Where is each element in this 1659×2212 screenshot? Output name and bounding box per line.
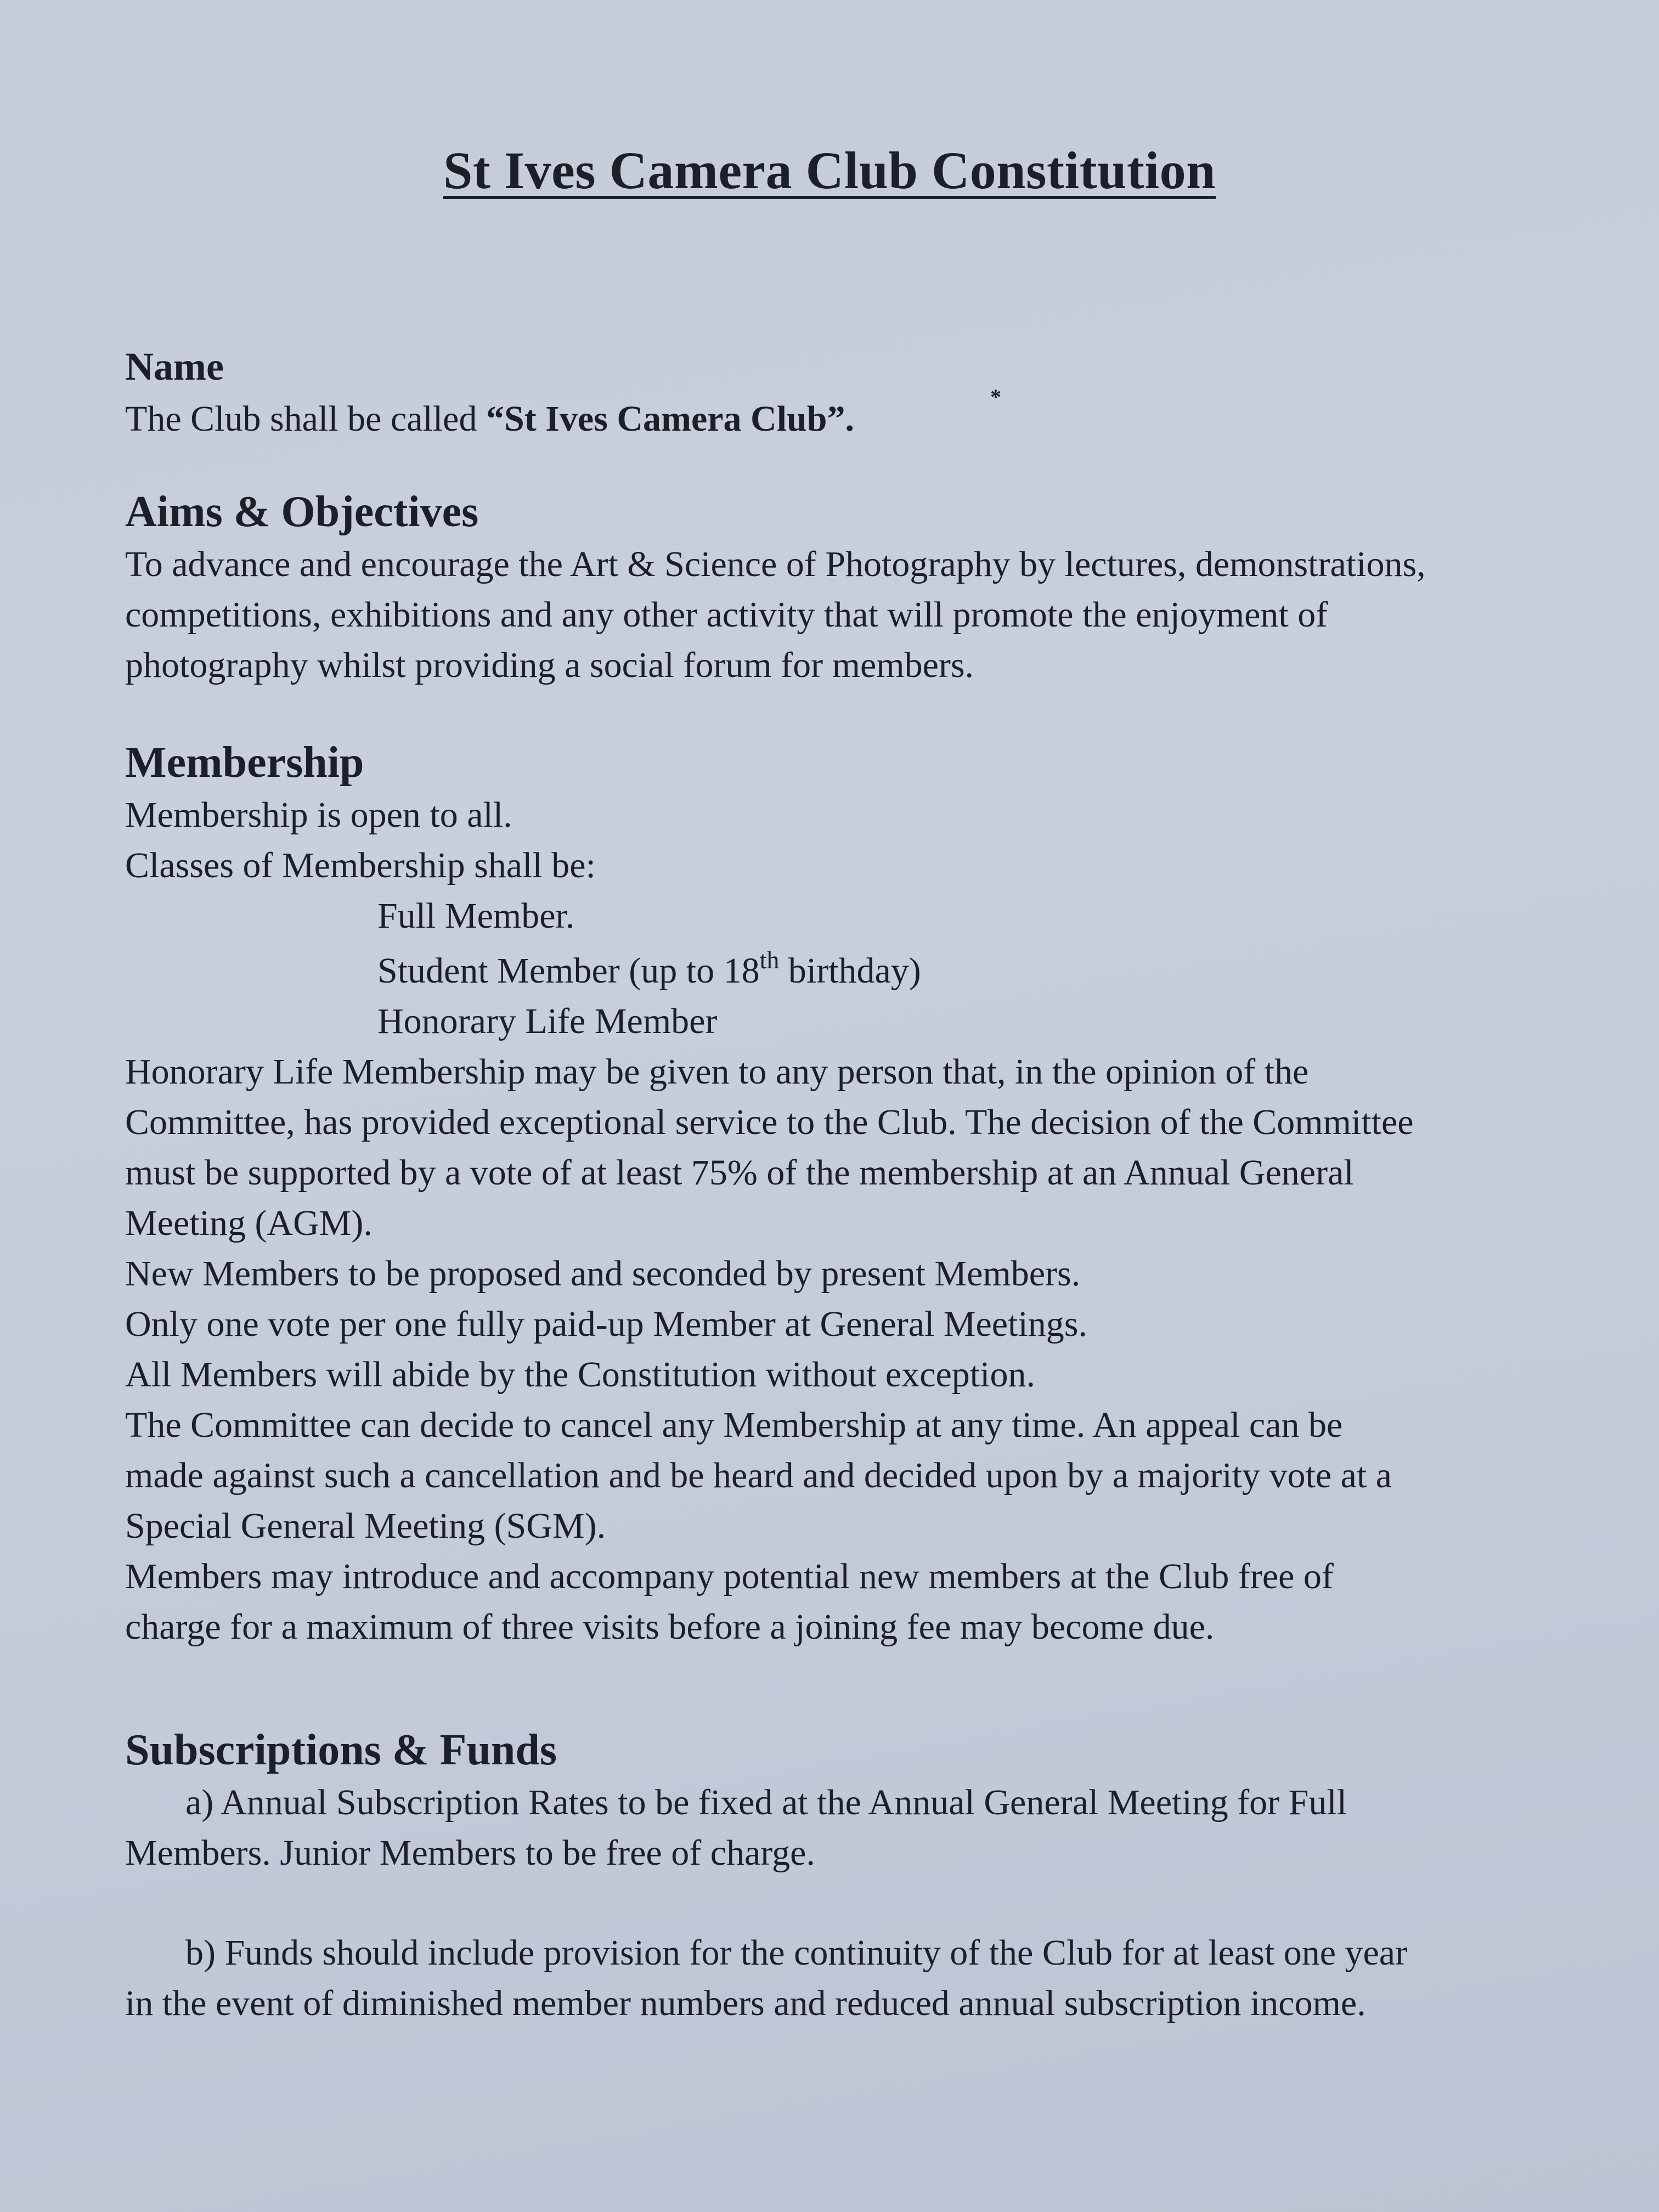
membership-line-3: must be supported by a vote of at least 75% of the membership at an Annual General <box>125 1153 1354 1193</box>
aims-line-1: To advance and encourage the Art & Science of Photography by lectures, demonstrations, <box>125 544 1426 584</box>
class-student-member <box>125 946 1595 996</box>
membership-line-4: Meeting (AGM). <box>125 1203 373 1243</box>
name-section <box>125 339 1595 444</box>
membership-section <box>125 735 1595 1652</box>
name-text-prefix: The Club shall be called <box>125 399 486 439</box>
item-a-line-1: a) Annual Subscription Rates to be fixed at the Annual General Meeting for Full <box>185 1782 1347 1822</box>
membership-line-2: Committee, has provided exceptional service to the Club. The decision of the Committee <box>125 1102 1414 1142</box>
membership-line-6: Only one vote per one fully paid-up Member at General Meetings. <box>125 1304 1087 1344</box>
subscriptions-heading: Subscriptions & Funds <box>125 1726 557 1774</box>
subscriptions-section <box>125 1723 1595 2029</box>
membership-intro-1: Membership is open to all. <box>125 795 512 835</box>
name-text <box>125 394 1595 444</box>
membership-line-8: The Committee can decide to cancel any Membership at any time. An appeal can be <box>125 1405 1343 1445</box>
membership-line-5: New Members to be proposed and seconded by present Members. <box>125 1254 1081 1294</box>
membership-line-9: made against such a cancellation and be heard and decided upon by a majority vote at a <box>125 1455 1392 1496</box>
membership-line-1: Honorary Life Membership may be given to any person that, in the opinion of the <box>125 1052 1309 1092</box>
document-title: St Ives Camera Club Constitution <box>443 141 1216 200</box>
name-heading: Name <box>125 345 224 388</box>
item-a-line-2: Members. Junior Members to be free of charge. <box>125 1833 815 1873</box>
item-b-line-1: b) Funds should include provision for the continuity of the Club for at least one year <box>185 1933 1408 1973</box>
membership-intro-2: Classes of Membership shall be: <box>125 845 596 885</box>
aims-heading: Aims & Objectives <box>125 488 479 536</box>
membership-line-11: Members may introduce and accompany potential new members at the Club free of <box>125 1556 1334 1596</box>
class-honorary-member: Honorary Life Member <box>377 1001 718 1041</box>
student-prefix: Student Member (up to 18 <box>377 951 760 991</box>
class-full-member: Full Member. <box>377 896 575 936</box>
student-sup: th <box>759 946 780 974</box>
aims-section <box>125 484 1595 691</box>
membership-line-10: Special General Meeting (SGM). <box>125 1506 606 1546</box>
student-suffix: birthday) <box>779 951 921 991</box>
club-name: “St Ives Camera Club”. <box>486 399 854 439</box>
item-b-line-2: in the event of diminished member numbers and reduced annual subscription income. <box>125 1983 1366 2023</box>
aims-line-2: competitions, exhibitions and any other activity that will promote the enjoyment of <box>125 595 1328 635</box>
asterisk-mark: * <box>990 385 1001 409</box>
membership-heading: Membership <box>125 738 364 787</box>
aims-line-3: photography whilst providing a social forum for members. <box>125 645 974 685</box>
membership-line-7: All Members will abide by the Constitution without exception. <box>125 1355 1035 1395</box>
membership-line-12: charge for a maximum of three visits before a joining fee may become due. <box>125 1607 1215 1647</box>
